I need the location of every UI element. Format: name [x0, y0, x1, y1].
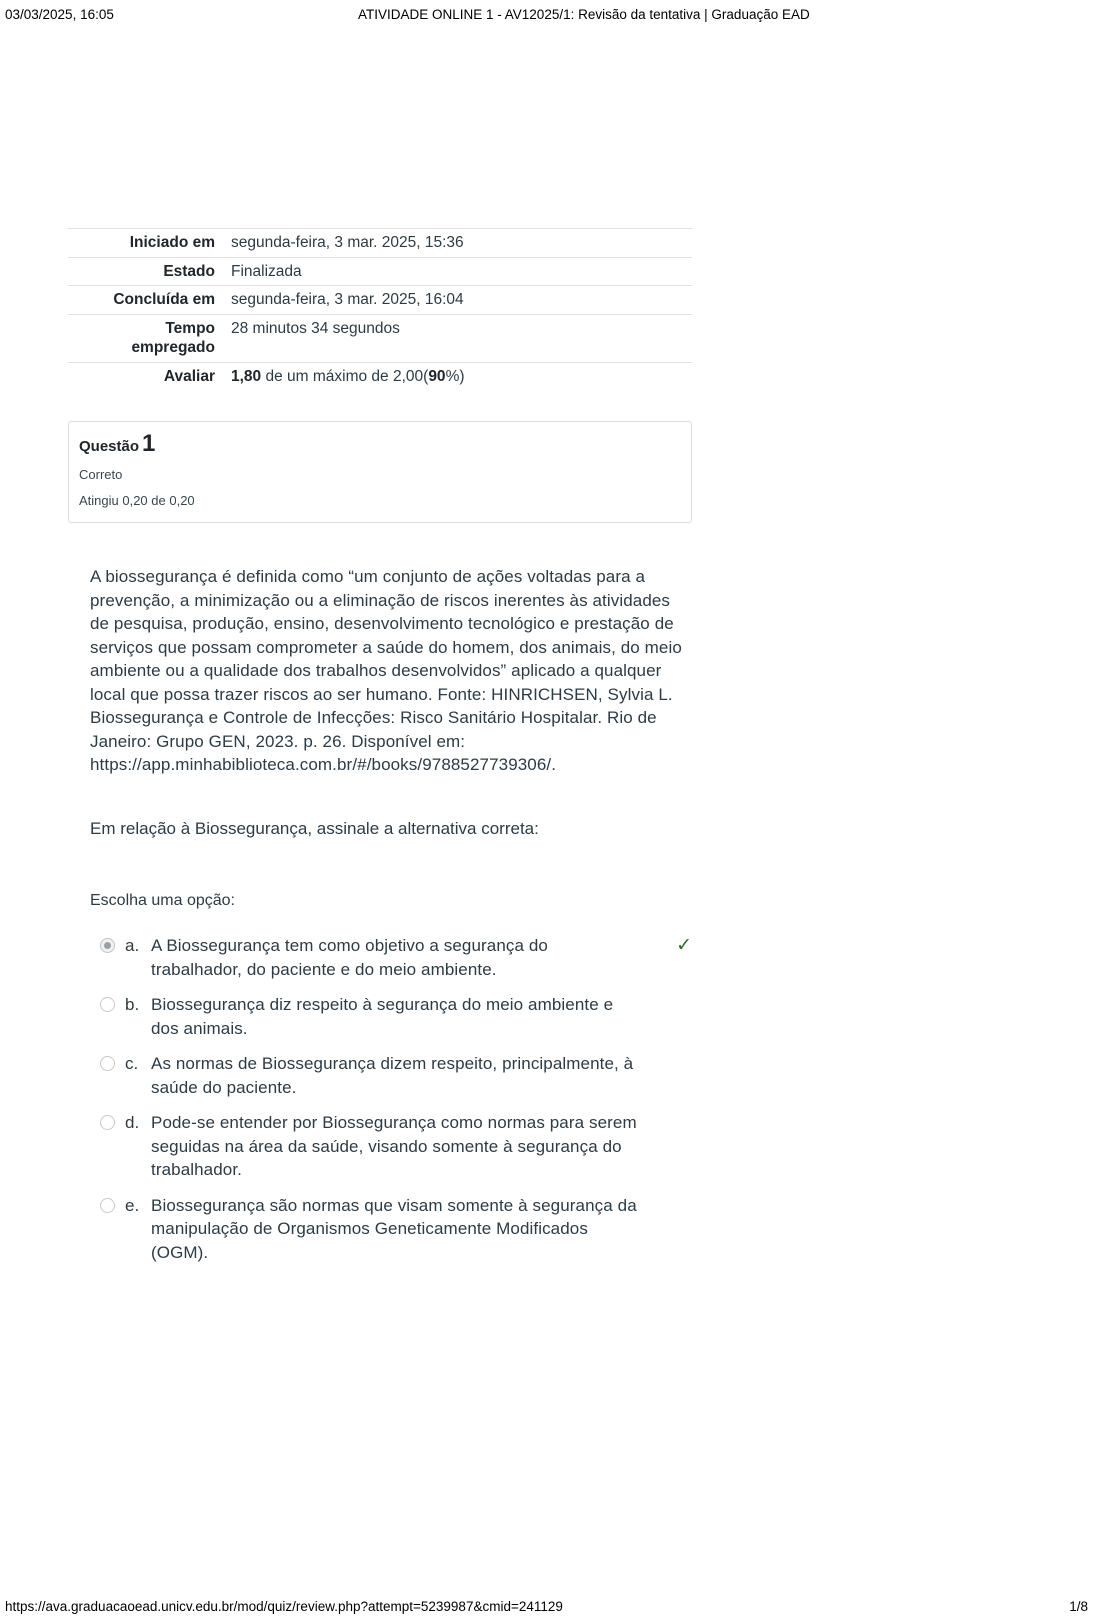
grade-value: 1,80 [231, 367, 262, 385]
grade-max-text: de um máximo de 2,00( [261, 367, 429, 385]
summary-value: segunda-feira, 3 mar. 2025, 16:04 [231, 291, 464, 308]
choose-option-label: Escolha uma opção: [90, 892, 235, 909]
option-letter: e. [125, 1195, 140, 1215]
summary-row-grade [68, 362, 692, 390]
print-page-title: ATIVIDADE ONLINE 1 - AV12025/1: Revisão da tentativa | Graduação EAD [358, 7, 810, 22]
question-grade: Atingiu 0,20 de 0,20 [79, 493, 195, 508]
summary-label-text: Iniciado em [129, 234, 215, 251]
print-datetime: 03/03/2025, 16:05 [5, 7, 114, 22]
grade-percent: 90 [428, 367, 446, 385]
attempt-summary-table [68, 228, 692, 390]
summary-label-text: Avaliar [163, 367, 215, 385]
summary-value: 28 minutos 34 segundos [231, 319, 400, 337]
answer-option-a [100, 934, 692, 981]
option-letter: b. [125, 995, 140, 1014]
question-text: A biossegurança é definida como “um conjunto de ações voltadas para a prevenção, a minimização ou a eliminação de riscos inerentes às atividades de pesquisa, produção, ensino, desenvolvimento tecnológico e prestação de serviços que possam comprometer a saúde do homem, dos animais, do meio ambiente ou a qualidade dos trabalhos desenvolvidos” aplicado a qualquer local que possa trazer riscos ao ser humano. Fonte: HINRICHSEN, Sylvia L. Biossegurança e Controle de Infecções: Risco Sanitário Hospitalar. Rio de Janeiro: Grupo GEN, 2023. p. 26. Disponível em: https://app.minhabiblioteca.com.br/#/books/9788527739306/. [90, 567, 682, 774]
answer-option-c [100, 1052, 692, 1099]
summary-label [68, 286, 231, 315]
summary-label-text: Concluída em [113, 291, 215, 308]
correct-check-icon: ✓ [676, 935, 692, 956]
summary-label [68, 314, 231, 362]
print-url: https://ava.graduacaoead.unicv.edu.br/mod/quiz/review.php?attempt=5239987&cmid=241129 [5, 1599, 563, 1614]
summary-label [68, 257, 231, 286]
radio-option-e[interactable] [100, 1198, 115, 1213]
option-text: Pode-se entender por Biossegurança como normas para serem seguidas na área da saúde, visando somente à segurança do trabalhador. [151, 1113, 637, 1179]
option-letter: d. [125, 1113, 140, 1132]
summary-value: segunda-feira, 3 mar. 2025, 15:36 [231, 234, 464, 251]
summary-label-text: Estado [163, 262, 215, 280]
question-number-label: Questão [79, 438, 140, 455]
radio-option-c[interactable] [100, 1056, 115, 1071]
answer-option-b [100, 993, 692, 1040]
summary-row-completed [68, 286, 692, 315]
option-text: As normas de Biossegurança dizem respeito, principalmente, à saúde do paciente. [151, 1054, 634, 1097]
option-letter: c. [125, 1054, 139, 1073]
summary-label [68, 229, 231, 258]
option-text: Biossegurança são normas que visam somente à segurança da manipulação de Organismos Geneticamente Modificados (OGM). [151, 1195, 637, 1262]
summary-row-started [68, 229, 692, 258]
radio-option-d[interactable] [100, 1115, 115, 1130]
print-page-number: 1/8 [1069, 1599, 1088, 1614]
question-number-value: 1 [142, 430, 156, 457]
option-letter: a. [125, 936, 140, 955]
answer-option-d [100, 1111, 692, 1182]
radio-option-b[interactable] [100, 997, 115, 1012]
quiz-review-content [68, 228, 692, 1276]
answer-options [100, 934, 692, 1264]
question-status: Correto [79, 467, 123, 482]
summary-label-text: Tempo empregado [131, 319, 215, 356]
grade-percent-suffix: %) [445, 367, 465, 385]
radio-option-a[interactable] [100, 938, 115, 953]
answer-option-e [100, 1194, 692, 1265]
question-number [79, 430, 681, 458]
question-prompt: Em relação à Biossegurança, assinale a alternativa correta: [90, 818, 539, 838]
question-info-box [68, 421, 692, 523]
summary-label [68, 362, 231, 390]
summary-row-time-taken [68, 314, 692, 362]
summary-row-state [68, 257, 692, 286]
option-text: A Biossegurança tem como objetivo a segurança do trabalhador, do paciente e do meio ambiente. [151, 936, 548, 979]
summary-value [231, 362, 692, 390]
option-text: Biossegurança diz respeito à segurança do meio ambiente e dos animais. [151, 995, 614, 1038]
summary-value: Finalizada [231, 262, 302, 280]
